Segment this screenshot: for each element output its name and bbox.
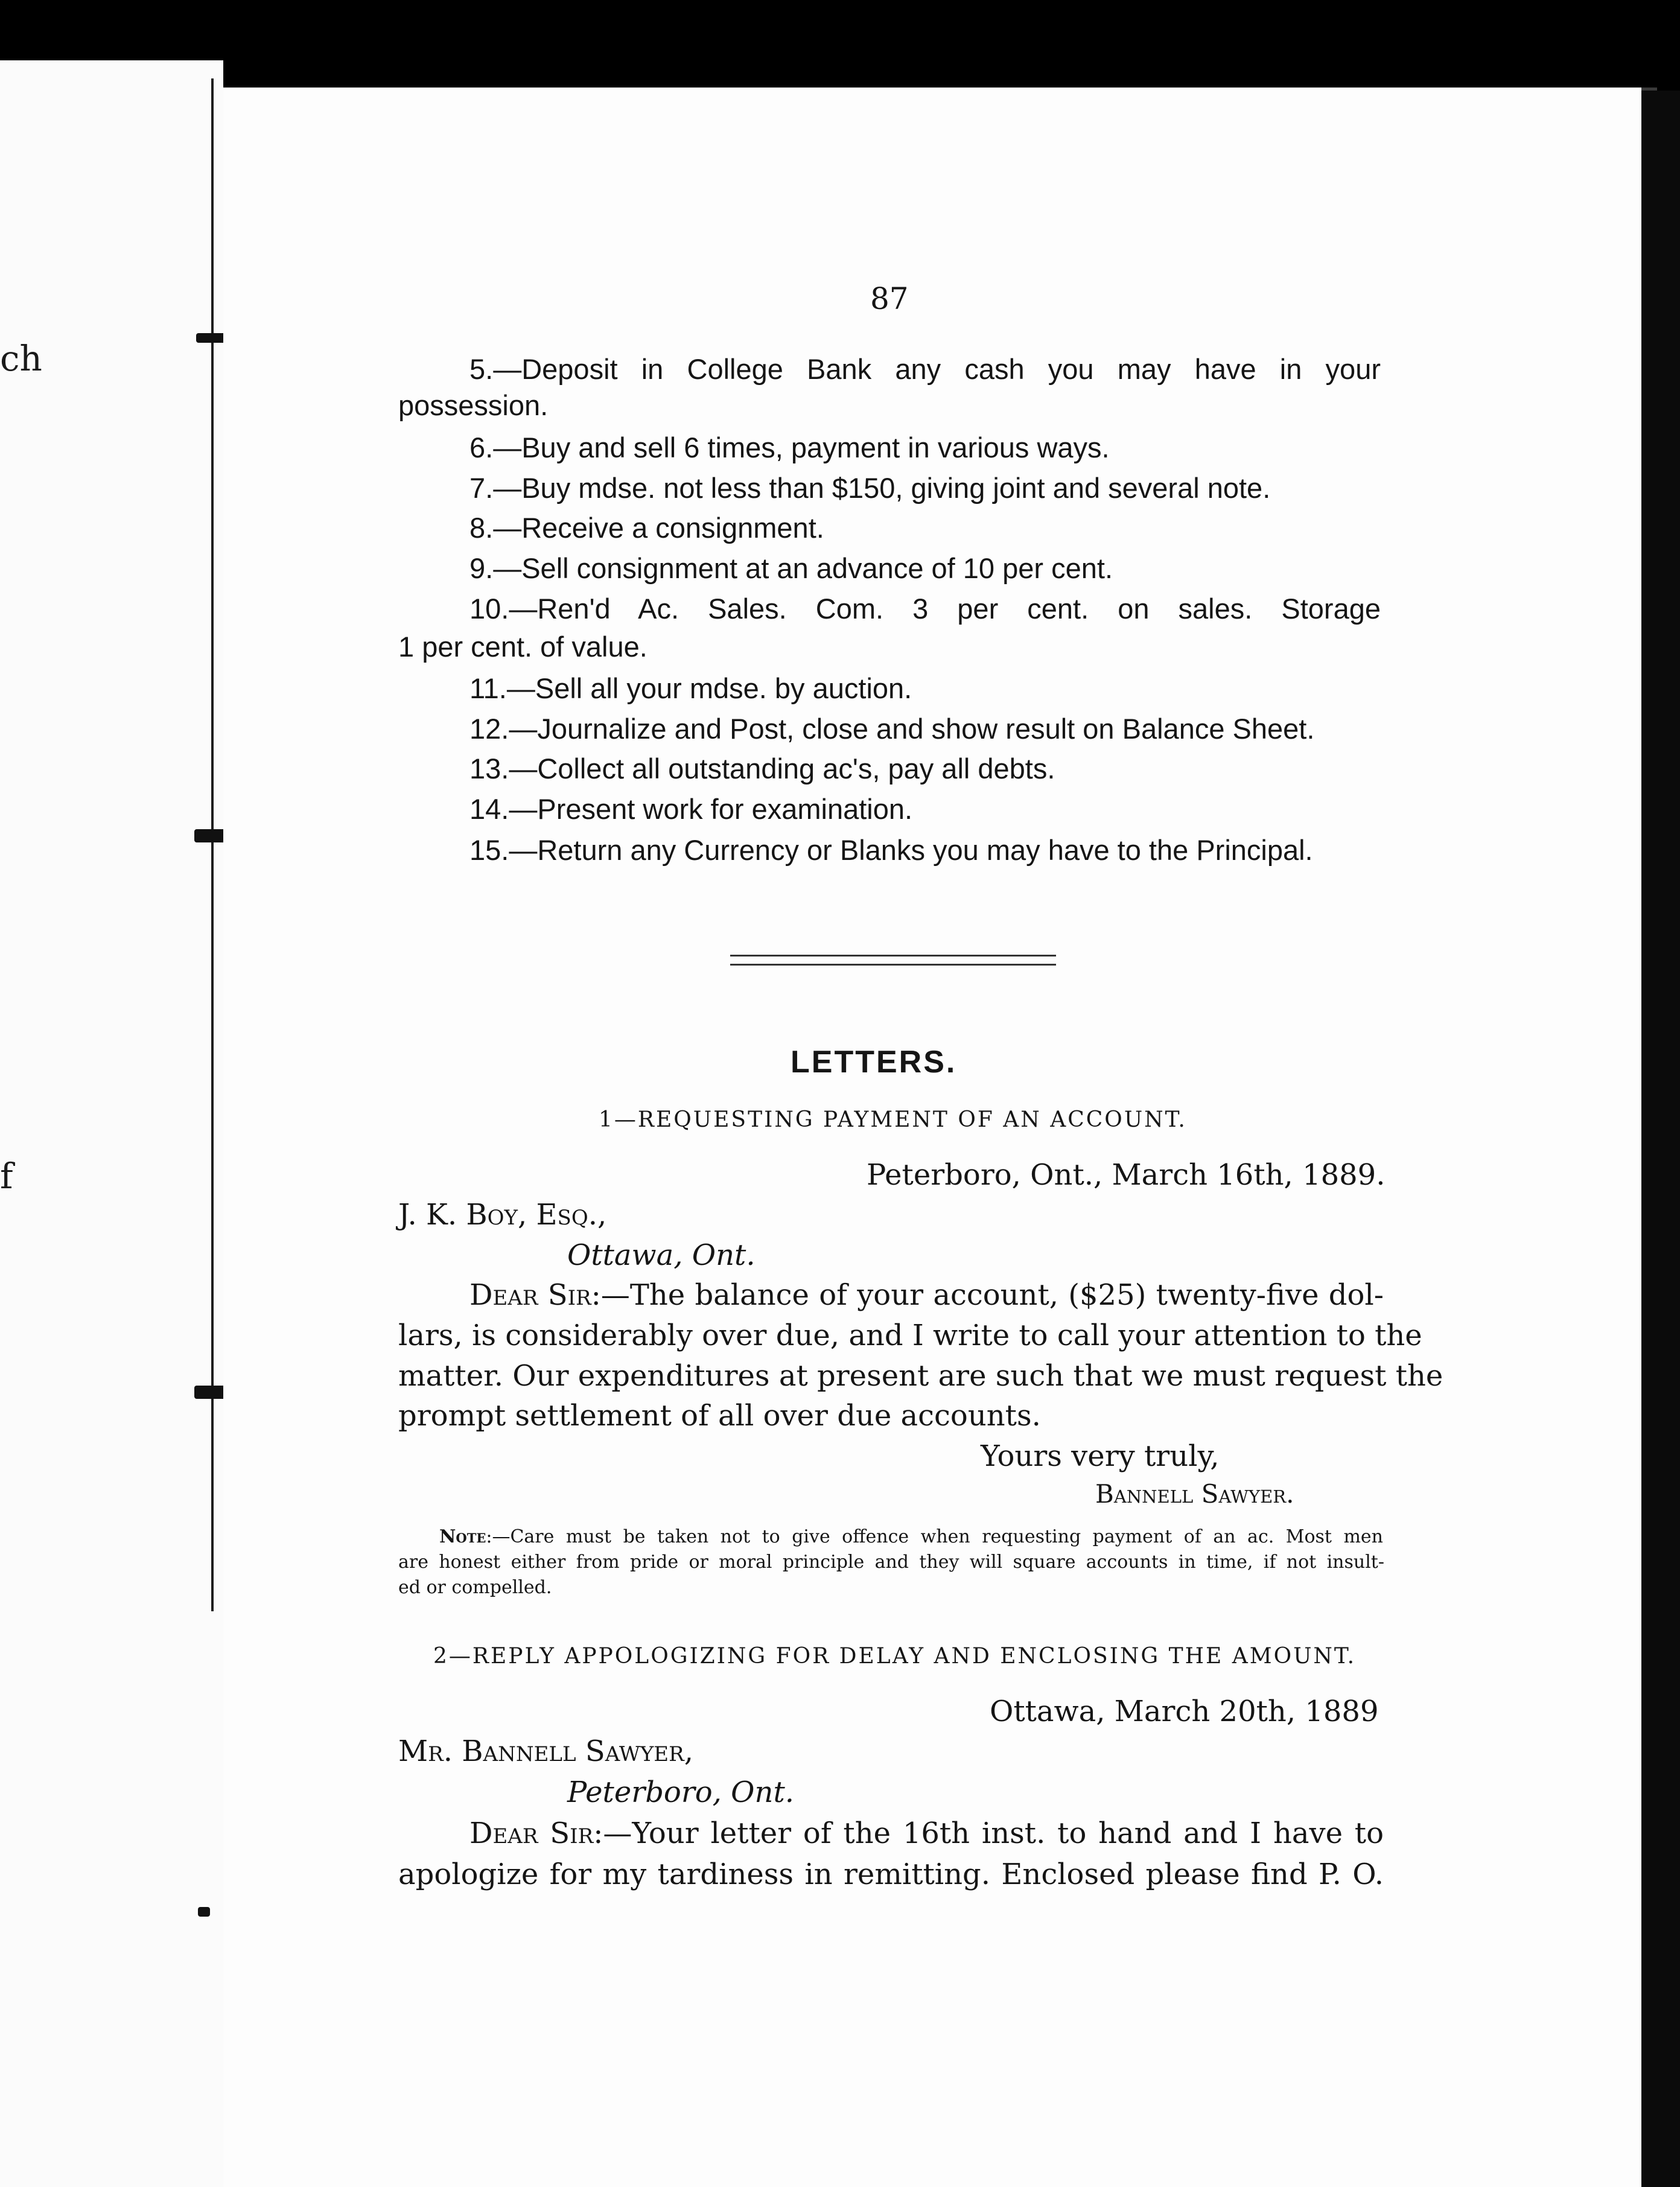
section-divider (730, 955, 1056, 966)
item-number: 6. (469, 431, 494, 463)
list-item-continuation: 1 per cent. of value. (398, 631, 648, 663)
facing-page-fragment: f (0, 1156, 13, 1197)
list-item (469, 355, 1381, 383)
letter-address: Peterboro, Ont. (567, 1775, 794, 1809)
letter-body-line (469, 1278, 1384, 1312)
list-item (469, 514, 824, 542)
note-line (439, 1528, 1383, 1546)
item-number: 14. (469, 793, 509, 825)
item-number: 13. (469, 753, 509, 785)
item-text: —Ren'd Ac. Sales. Com. 3 per cent. on sales. Storage (509, 593, 1381, 625)
letter-addressee: Mr. Bannell Sawyer, (398, 1734, 693, 1768)
item-number: 7. (469, 472, 494, 504)
facing-page-fragment: ch (0, 338, 42, 379)
letter-body-text: lars, is considerably over due, and I write to call your attention to the (398, 1319, 1422, 1352)
list-item (469, 433, 1110, 462)
item-text: —Collect all outstanding ac's, pay all debts. (509, 753, 1055, 785)
list-item (469, 836, 1313, 864)
note-line (398, 1553, 1384, 1571)
note-text: are honest either from pride or moral principle and they will square accounts in time, if not insult- (398, 1552, 1384, 1573)
letter-dateline: Peterboro, Ont., March 16th, 1889. (867, 1158, 1386, 1192)
item-text: —Journalize and Post, close and show result on Balance Sheet. (509, 713, 1315, 745)
letter-body-line (398, 1860, 1384, 1889)
item-number: 12. (469, 713, 509, 745)
letter-body-text: apologize for my tardiness in remitting. Enclosed please find P. O. (398, 1858, 1384, 1891)
list-item (469, 554, 1113, 582)
letter-body-text: matter. Our expenditures at present are such that we must request the (398, 1359, 1443, 1393)
note-text: :—Care must be taken not to give offence when requesting payment of an ac. Most men (486, 1526, 1383, 1547)
letter-heading: 1—REQUESTING PAYMENT OF AN ACCOUNT. (599, 1107, 1187, 1132)
letter-heading: 2—REPLY APPOLOGIZING FOR DELAY AND ENCLOSING THE AMOUNT. (433, 1644, 1357, 1669)
list-item (469, 715, 1314, 743)
item-text: —Sell all your mdse. by auction. (506, 672, 912, 704)
note-label: Note (439, 1526, 486, 1547)
item-number: 8. (469, 512, 494, 544)
letter-closing: Yours very truly, (981, 1439, 1220, 1473)
letter-body-line (398, 1359, 1443, 1393)
item-text: —Sell consignment at an advance of 10 per cent. (493, 552, 1113, 584)
page-number: 87 (870, 281, 909, 316)
letter-body-line (398, 1319, 1422, 1352)
letter-salutation: Dear Sir (469, 1816, 594, 1850)
list-item (469, 594, 1381, 623)
list-item-continuation: possession. (398, 389, 549, 421)
list-item (469, 795, 912, 823)
item-number: 11. (469, 672, 507, 704)
letter-body-line (469, 1816, 1384, 1850)
item-text: —Buy and sell 6 times, payment in various ways. (493, 431, 1110, 463)
letter-dateline: Ottawa, March 20th, 1889 (990, 1695, 1379, 1728)
list-item (469, 754, 1055, 783)
letter-body-text: :—The balance of your account, ($25) twenty-five dol- (591, 1278, 1384, 1312)
item-text: —Buy mdse. not less than $150, giving joint and several note. (493, 472, 1271, 504)
item-text: —Receive a consignment. (493, 512, 824, 544)
item-number: 10. (469, 593, 509, 625)
letter-address: Ottawa, Ont. (567, 1238, 756, 1272)
letter-body-line: prompt settlement of all over due accounts. (398, 1399, 1041, 1433)
letter-salutation: Dear Sir (469, 1278, 591, 1312)
letter-addressee: J. K. Boy, Esq., (398, 1198, 607, 1232)
item-number: 5. (469, 353, 494, 385)
item-text: —Present work for examination. (509, 793, 913, 825)
item-text: —Return any Currency or Blanks you may have to the Principal. (509, 834, 1313, 866)
list-item (469, 674, 912, 702)
section-title: LETTERS. (791, 1045, 957, 1080)
letter-signature: Bannell Sawyer. (1095, 1479, 1294, 1509)
list-item (469, 474, 1270, 502)
note-line: ed or compelled. (398, 1577, 552, 1598)
item-number: 15. (469, 834, 509, 866)
letter-body-text: :—Your letter of the 16th inst. to hand and I have to (593, 1816, 1384, 1850)
item-number: 9. (469, 552, 494, 584)
item-text: —Deposit in College Bank any cash you may have in your (493, 353, 1381, 385)
